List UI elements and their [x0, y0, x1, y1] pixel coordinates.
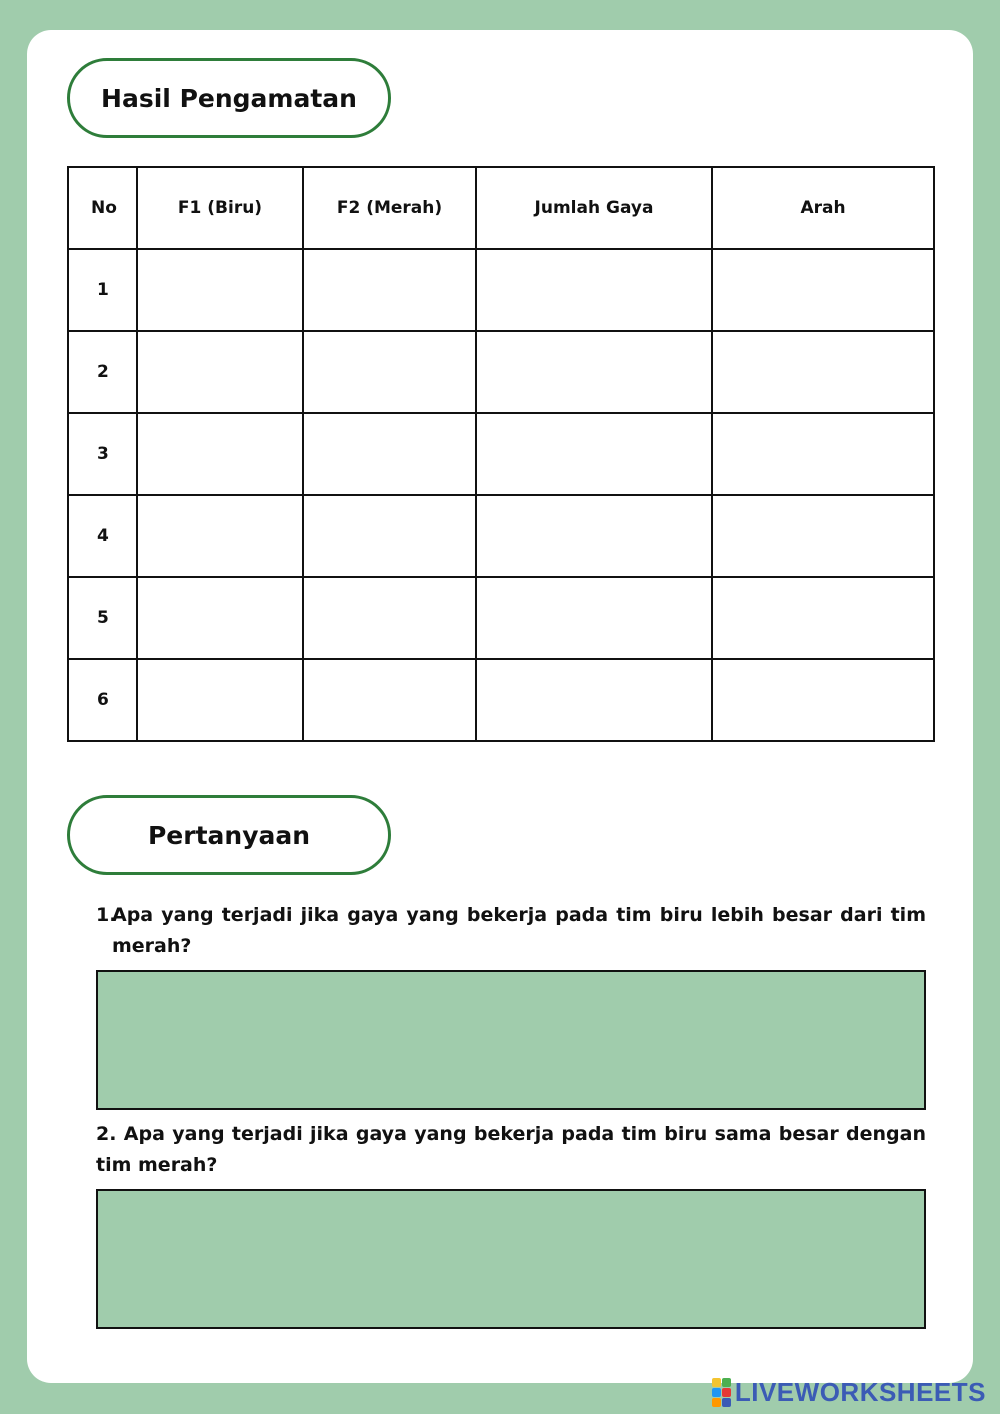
- cell-f1[interactable]: [137, 659, 303, 741]
- cell-arah[interactable]: [712, 495, 934, 577]
- liveworksheets-logo: [712, 1378, 986, 1406]
- section-title-pertanyaan: Pertanyaan: [67, 795, 391, 875]
- answer-box-2[interactable]: [96, 1189, 926, 1329]
- section-title-hasil-pengamatan: Hasil Pengamatan: [67, 58, 391, 138]
- question-number: 2.: [96, 1123, 117, 1145]
- row-number: 1: [68, 249, 137, 331]
- cell-jumlah-gaya[interactable]: [476, 495, 712, 577]
- brand-name: LIVEWORKSHEETS: [734, 1376, 986, 1407]
- table-row: [68, 413, 934, 495]
- table-header-row: [68, 167, 934, 249]
- cell-arah[interactable]: [712, 331, 934, 413]
- cell-f1[interactable]: [137, 249, 303, 331]
- header-jumlah-gaya: Jumlah Gaya: [476, 167, 712, 249]
- cell-f1[interactable]: [137, 331, 303, 413]
- logo-blocks-icon: [712, 1378, 731, 1407]
- cell-f2[interactable]: [303, 413, 476, 495]
- observation-table: [67, 166, 935, 742]
- question-number: 1.: [96, 904, 117, 926]
- row-number: 4: [68, 495, 137, 577]
- cell-f2[interactable]: [303, 249, 476, 331]
- header-f2-merah: F2 (Merah): [303, 167, 476, 249]
- cell-arah[interactable]: [712, 577, 934, 659]
- table-row: [68, 495, 934, 577]
- question-2: [96, 1119, 926, 1181]
- row-number: 2: [68, 331, 137, 413]
- cell-f1[interactable]: [137, 495, 303, 577]
- question-text: Apa yang terjadi jika gaya yang bekerja pada tim biru sama besar dengan tim merah?: [96, 1123, 926, 1176]
- cell-jumlah-gaya[interactable]: [476, 659, 712, 741]
- cell-jumlah-gaya[interactable]: [476, 577, 712, 659]
- cell-arah[interactable]: [712, 413, 934, 495]
- cell-arah[interactable]: [712, 659, 934, 741]
- answer-box-1[interactable]: [96, 970, 926, 1110]
- cell-f1[interactable]: [137, 577, 303, 659]
- cell-arah[interactable]: [712, 249, 934, 331]
- row-number: 3: [68, 413, 137, 495]
- cell-jumlah-gaya[interactable]: [476, 413, 712, 495]
- cell-jumlah-gaya[interactable]: [476, 249, 712, 331]
- row-number: 5: [68, 577, 137, 659]
- table-row: [68, 659, 934, 741]
- cell-f2[interactable]: [303, 495, 476, 577]
- row-number: 6: [68, 659, 137, 741]
- cell-jumlah-gaya[interactable]: [476, 331, 712, 413]
- cell-f1[interactable]: [137, 413, 303, 495]
- cell-f2[interactable]: [303, 331, 476, 413]
- header-f1-biru: F1 (Biru): [137, 167, 303, 249]
- table-row: [68, 331, 934, 413]
- table-row: [68, 577, 934, 659]
- table-row: [68, 249, 934, 331]
- header-arah: Arah: [712, 167, 934, 249]
- cell-f2[interactable]: [303, 659, 476, 741]
- question-text: Apa yang terjadi jika gaya yang bekerja pada tim biru lebih besar dari tim merah?: [112, 904, 926, 957]
- question-1: [96, 900, 926, 962]
- header-no: No: [68, 167, 137, 249]
- cell-f2[interactable]: [303, 577, 476, 659]
